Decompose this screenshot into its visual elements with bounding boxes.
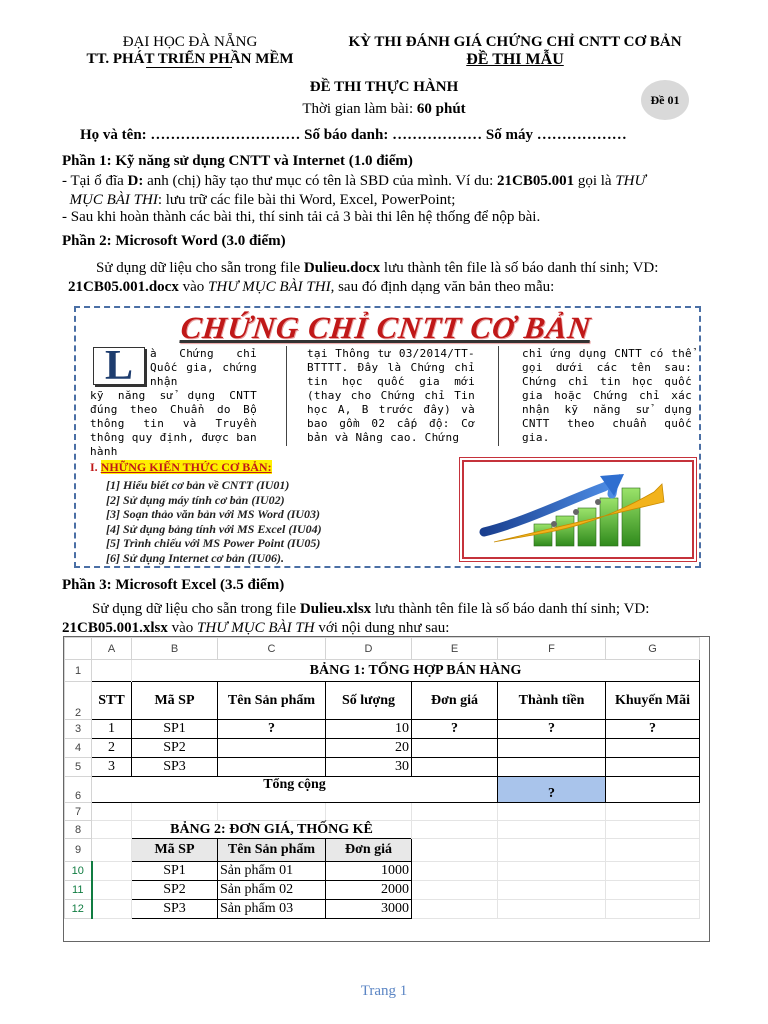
row-header[interactable]: 2 [65, 682, 92, 720]
part2-line1: Sử dụng dữ liệu cho sẵn trong file Dulieu.docx lưu thành tên file là số báo danh thí sinh; VD: [96, 260, 659, 276]
column-header-row [65, 638, 700, 660]
word-sample-banner: CHỨNG CHỈ CNTT CƠ BẢN [179, 310, 593, 345]
list-item: [2] Sử dụng máy tính cơ bản (IU02) [106, 492, 285, 507]
table-cell[interactable]: 10 [326, 720, 412, 739]
table-cell[interactable]: SP2 [132, 739, 218, 758]
table-row [65, 682, 700, 720]
table-row [65, 660, 700, 682]
part3-line2: 21CB05.001.xlsx vào THƯ MỤC BÀI TH với nội dung như sau: [62, 620, 450, 636]
exam-time: Thời gian làm bài: 60 phút [302, 101, 466, 117]
table-cell[interactable] [606, 777, 700, 803]
knowledge-list [106, 478, 322, 565]
list-item: [3] Soạn thảo văn bản với MS Word (IU03) [106, 507, 321, 521]
table-header-cell[interactable]: Thành tiền [498, 682, 606, 720]
table-cell[interactable]: 3000 [326, 900, 412, 919]
table-header-cell[interactable]: Đơn giá [412, 682, 498, 720]
table-cell[interactable] [606, 739, 700, 758]
column-header[interactable]: G [606, 638, 700, 660]
table-header-cell[interactable]: Tên Sản phẩm [218, 839, 326, 862]
table-cell[interactable] [218, 758, 326, 777]
row-header[interactable]: 9 [65, 839, 92, 862]
part1-title: Phần 1: Kỹ năng sử dụng CNTT và Internet (1.0 điểm) [62, 153, 413, 169]
school-header [60, 34, 320, 68]
word-col2: tại Thông tư 03/2014/TT-BTTTT. Đây là Chứng chỉ tin học quốc gia mới (thay cho Chứng chỉ Tin học A, B trước đây) và bao gồm 02 cấp độ: Cơ bản và Nâng cao. Chứng [307, 347, 475, 444]
row-header[interactable]: 4 [65, 739, 92, 758]
table-row [65, 803, 700, 821]
table-cell[interactable]: ? [218, 720, 326, 739]
table-header-cell[interactable]: Mã SP [132, 682, 218, 720]
page-number: Trang 1 [360, 983, 408, 999]
table-row [65, 739, 700, 758]
row-header[interactable]: 12 [65, 900, 92, 919]
table1-title[interactable]: BẢNG 1: TỔNG HỢP BÁN HÀNG [132, 660, 700, 682]
row-header[interactable]: 10 [65, 862, 92, 881]
column-header[interactable]: A [92, 638, 132, 660]
table-cell[interactable]: SP3 [132, 900, 218, 919]
table-cell[interactable]: 2 [92, 739, 132, 758]
row-header[interactable]: 5 [65, 758, 92, 777]
table-header-cell[interactable]: Mã SP [132, 839, 218, 862]
column-header[interactable]: D [326, 638, 412, 660]
growth-arrow-icon [464, 462, 692, 557]
table-cell[interactable]: SP2 [132, 881, 218, 900]
part2-title: Phần 2: Microsoft Word (3.0 điểm) [62, 233, 286, 249]
header-divider [146, 67, 232, 68]
table-row [65, 777, 700, 803]
column-separator [498, 346, 499, 446]
row-header[interactable]: 8 [65, 821, 92, 839]
table-cell[interactable]: 3 [92, 758, 132, 777]
table-cell[interactable]: 2000 [326, 881, 412, 900]
column-header[interactable]: E [412, 638, 498, 660]
table-row [65, 862, 700, 881]
part3-title: Phần 3: Microsoft Excel (3.5 điểm) [62, 577, 285, 593]
part3-line1: Sử dụng dữ liệu cho sẵn trong file Dulieu.xlsx lưu thành tên file là số báo danh thí sinh; VD: [92, 601, 650, 617]
row-header[interactable]: 11 [65, 881, 92, 900]
table-cell[interactable]: 1 [92, 720, 132, 739]
table-row [65, 900, 700, 919]
select-all-corner[interactable] [65, 638, 92, 660]
table-cell[interactable]: SP3 [132, 758, 218, 777]
table-header-cell[interactable]: Đơn giá [326, 839, 412, 862]
part2-line2: 21CB05.001.docx vào THƯ MỤC BÀI THI, sau đó định dạng văn bản theo mẫu: [68, 279, 555, 295]
table-cell[interactable]: ? [606, 720, 700, 739]
table-header-cell[interactable]: Số lượng [326, 682, 412, 720]
exam-title: ĐỀ THI THỰC HÀNH [309, 79, 459, 95]
table-row [65, 720, 700, 739]
total-value[interactable]: ? [498, 777, 606, 803]
exam-header [320, 34, 710, 68]
word-col3: chỉ ứng dụng CNTT có thể gọi dưới các tên sau: Chứng chỉ tin học quốc gia hoặc Chứng chỉ xác nhận kỹ năng sử dụng CNTT theo chuẩn quốc gia. [522, 347, 692, 444]
table-cell[interactable]: Sản phẩm 02 [218, 881, 326, 900]
center-name: TT. PHÁT TRIỂN PHẦN MỀM [86, 51, 294, 67]
table-cell[interactable]: 30 [326, 758, 412, 777]
row-header[interactable]: 7 [65, 803, 92, 821]
table-cell[interactable] [412, 758, 498, 777]
list-item: [5] Trình chiếu với MS Power Point (IU05) [106, 536, 321, 550]
table2-title[interactable]: BẢNG 2: ĐƠN GIÁ, THỐNG KÊ [170, 822, 373, 837]
part1-bullet1: - Tại ổ đĩa D: anh (chị) hãy tạo thư mục có tên là SBD của mình. Ví du: 21CB05.001 gọi là THƯ MỤC BÀI THI: lưu trữ các file bài thi Word, Excel, PowerPoint; [62, 173, 646, 208]
table-row [65, 758, 700, 777]
list-item: [4] Sử dụng bảng tính với MS Excel (IU04) [106, 521, 322, 536]
word-col1-bottom: kỹ năng sử dụng CNTT đúng theo Chuẩn do Bộ thông tin và Truyền thông quy định, được ban hành [90, 389, 257, 458]
table-row [65, 839, 700, 862]
table-cell[interactable] [606, 758, 700, 777]
table-cell[interactable]: SP1 [132, 862, 218, 881]
table-header-cell[interactable]: Tên Sản phẩm [218, 682, 326, 720]
column-header[interactable]: F [498, 638, 606, 660]
part1-bullet2: - Sau khi hoàn thành các bài thi, thí sinh tải cả 3 bài thi lên hệ thống để nộp bài. [62, 209, 541, 225]
excel-sheet [63, 636, 710, 942]
row-header[interactable]: 6 [65, 777, 92, 803]
word-col1-top: à Chứng chỉ Quốc gia, chứng nhận [150, 347, 257, 388]
exam-code-badge: Đề 01 [641, 80, 689, 120]
sample-exam-title: ĐỀ THI MẪU [466, 51, 564, 68]
table-header-cell[interactable]: Khuyến Mãi [606, 682, 700, 720]
table-cell[interactable]: Sản phẩm 01 [218, 862, 326, 881]
row-header[interactable]: 3 [65, 720, 92, 739]
row-header[interactable]: 1 [65, 660, 92, 682]
table-header-cell[interactable]: STT [92, 682, 132, 720]
total-label[interactable]: Tổng cộng [92, 777, 498, 803]
table-cell[interactable] [218, 739, 326, 758]
spreadsheet-grid [64, 637, 700, 919]
table-row [65, 821, 700, 839]
table-cell[interactable]: SP1 [132, 720, 218, 739]
table-cell[interactable]: ? [498, 720, 606, 739]
column-header[interactable]: B [132, 638, 218, 660]
knowledge-heading: I. NHỮNG KIẾN THỨC CƠ BẢN: [90, 460, 272, 474]
university-name: ĐẠI HỌC ĐÀ NẴNG [122, 34, 258, 50]
list-item: [1] Hiểu biết cơ bản về CNTT (IU01) [106, 478, 290, 492]
candidate-info-line: Họ và tên: ………………………… Số báo danh: ……………… Số máy ……………… [80, 127, 627, 143]
exam-name: KỲ THI ĐÁNH GIÁ CHỨNG CHỈ CNTT CƠ BẢN [348, 34, 682, 50]
table-cell[interactable]: 20 [326, 739, 412, 758]
table-cell[interactable] [498, 758, 606, 777]
dropcap-letter: L [93, 347, 145, 385]
table-row [65, 881, 700, 900]
table-cell[interactable]: ? [412, 720, 498, 739]
table-cell[interactable] [498, 739, 606, 758]
list-item: [6] Sử dụng Internet cơ bản (IU06). [106, 550, 284, 565]
growth-chart-image [462, 460, 694, 559]
table-cell[interactable]: Sản phẩm 03 [218, 900, 326, 919]
table-cell[interactable] [412, 739, 498, 758]
column-header[interactable]: C [218, 638, 326, 660]
table-cell[interactable]: 1000 [326, 862, 412, 881]
column-separator [286, 346, 287, 446]
